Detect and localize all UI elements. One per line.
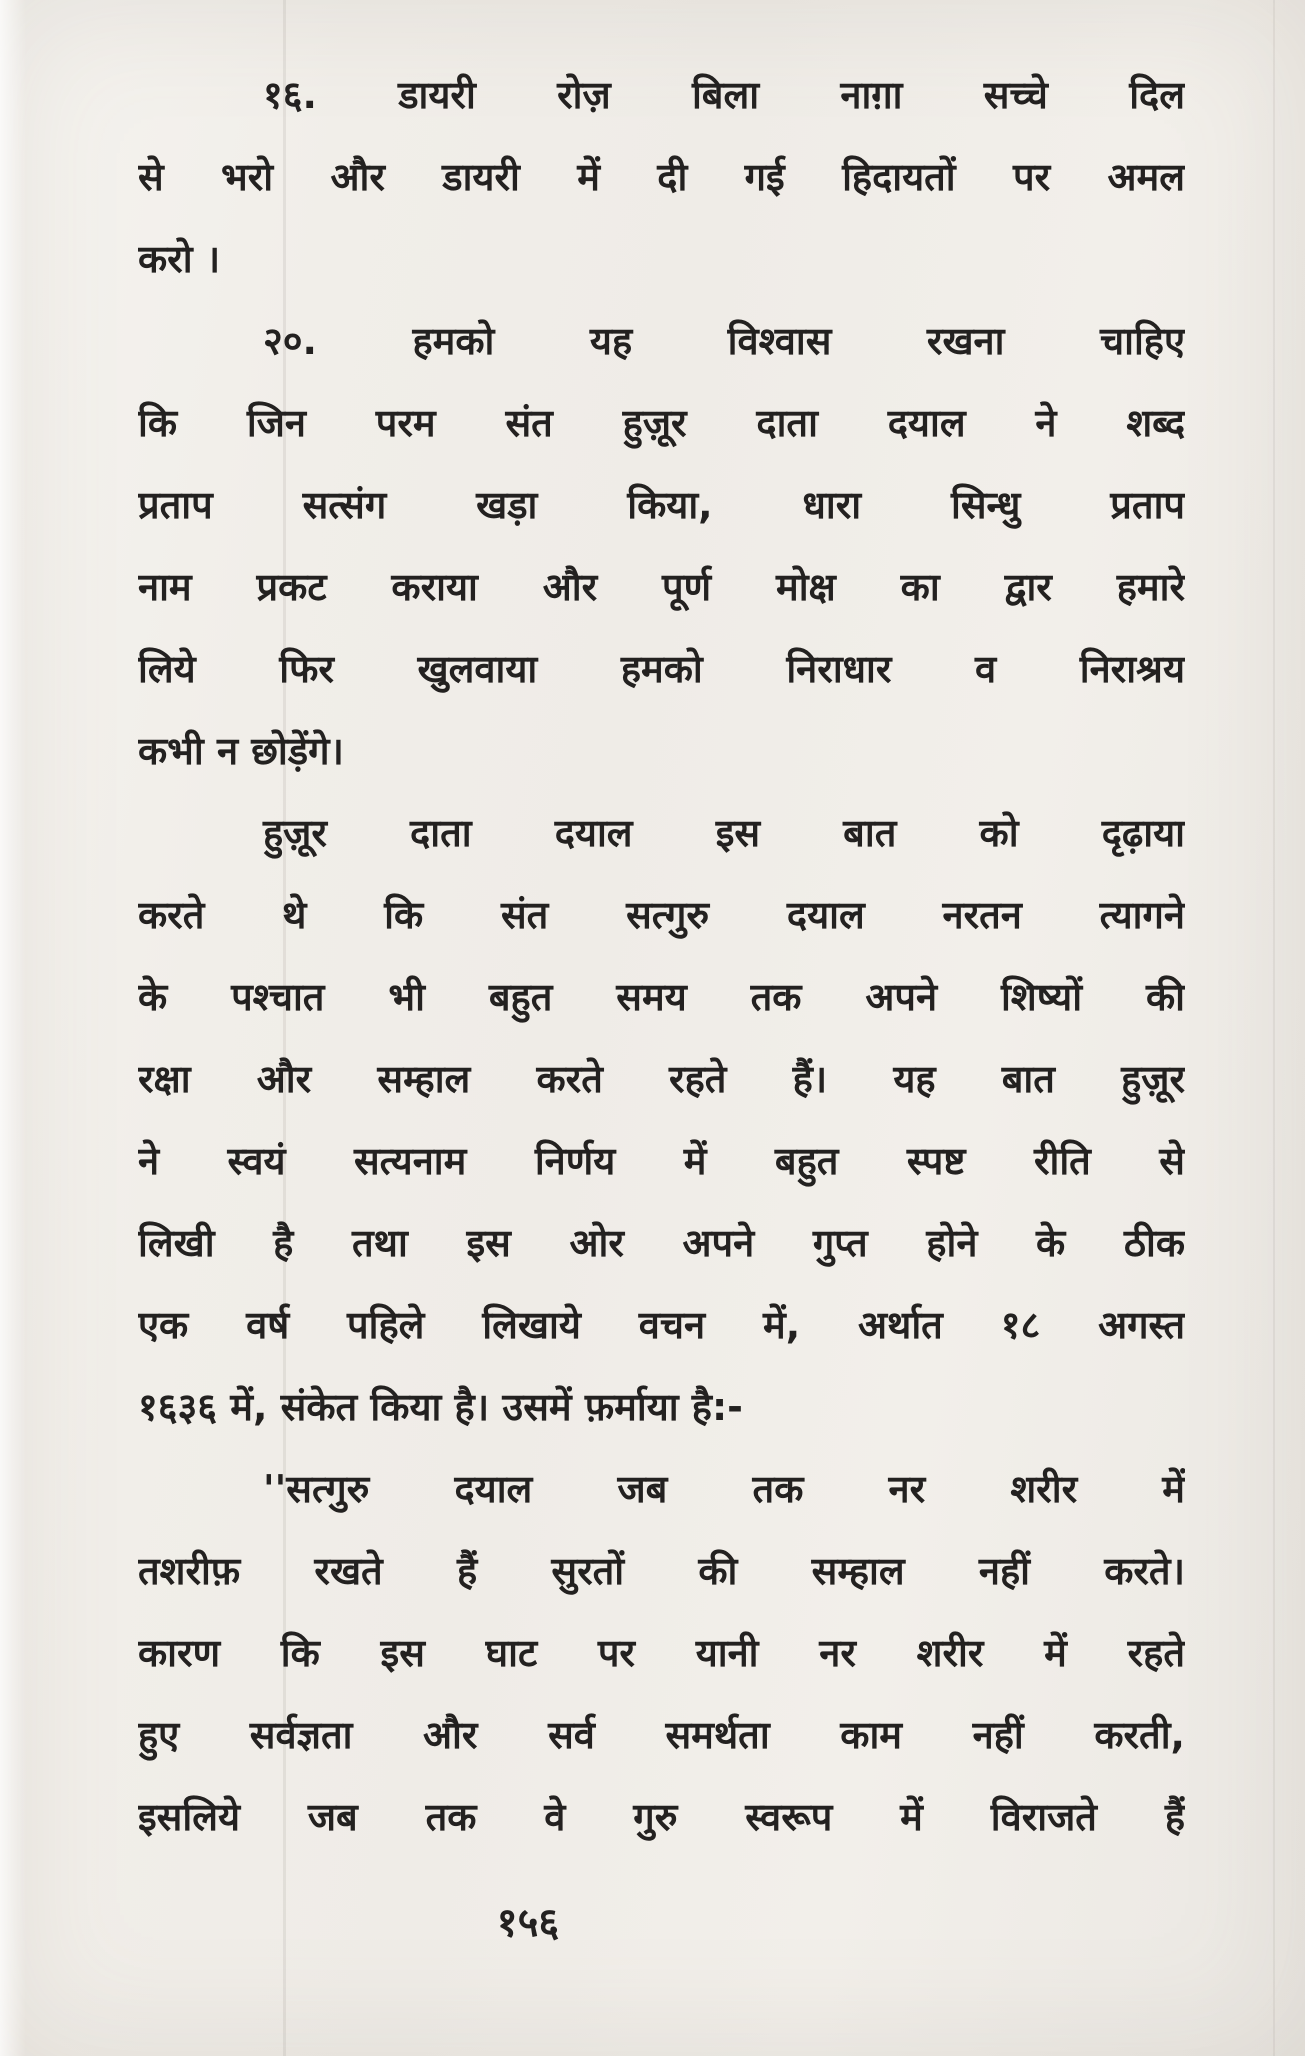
text-line: नाम प्रकट कराया और पूर्ण मोक्ष का द्वार हमारे (138, 565, 1185, 609)
text-line: ''सत्गुरु दयाल जब तक नर शरीर में (263, 1467, 1185, 1511)
paragraph-commentary (138, 792, 1185, 1448)
text-line: तशरीफ़ रखते हैं सुरतों की सम्हाल नहीं करते। (138, 1549, 1185, 1593)
paragraph-quotation (138, 1448, 1185, 1858)
paragraph-20 (138, 300, 1185, 792)
text-line: कभी न छोड़ेंगे। (138, 729, 344, 773)
text-line: प्रताप सत्संग खड़ा किया, धारा सिन्धु प्रताप (138, 483, 1185, 527)
text-line: करते थे कि संत सत्गुरु दयाल नरतन त्यागने (138, 893, 1185, 937)
text-line: लिये फिर खुलवाया हमको निराधार व निराश्रय (138, 647, 1185, 691)
text-line: के पश्चात भी बहुत समय तक अपने शिष्यों की (138, 975, 1185, 1019)
text-line: २०. हमको यह विश्वास रखना चाहिए (263, 319, 1185, 363)
text-line: कि जिन परम संत हुज़ूर दाता दयाल ने शब्द (138, 401, 1185, 445)
text-line: १६. डायरी रोज़ बिला नाग़ा सच्चे दिल (263, 73, 1185, 117)
scan-edge-highlight (0, 0, 26, 2056)
text-line: इसलिये जब तक वे गुरु स्वरूप में विराजते हैं (138, 1795, 1185, 1839)
text-line: १६३६ में, संकेत किया है। उसमें फ़र्माया है:- (138, 1385, 743, 1429)
paragraph-19 (138, 54, 1185, 300)
text-line: एक वर्ष पहिले लिखाये वचन में, अर्थात १८ अगस्त (138, 1303, 1185, 1347)
text-line: ने स्वयं सत्यनाम निर्णय में बहुत स्पष्ट रीति से (138, 1139, 1185, 1183)
text-line: हुए सर्वज्ञता और सर्व समर्थता काम नहीं करती, (138, 1713, 1185, 1757)
page-number: १५६ (496, 1900, 560, 1946)
scan-edge-shadow (1273, 0, 1275, 2056)
page-text (138, 54, 1185, 1858)
text-line: करो । (138, 237, 221, 281)
text-line: कारण कि इस घाट पर यानी नर शरीर में रहते (138, 1631, 1185, 1675)
text-line: लिखी है तथा इस ओर अपने गुप्त होने के ठीक (138, 1221, 1185, 1265)
text-line: से भरो और डायरी में दी गई हिदायतों पर अमल (138, 155, 1185, 199)
text-line: रक्षा और सम्हाल करते रहते हैं। यह बात हुज़ूर (138, 1057, 1185, 1101)
text-line: हुज़ूर दाता दयाल इस बात को दृढ़ाया (263, 811, 1185, 855)
